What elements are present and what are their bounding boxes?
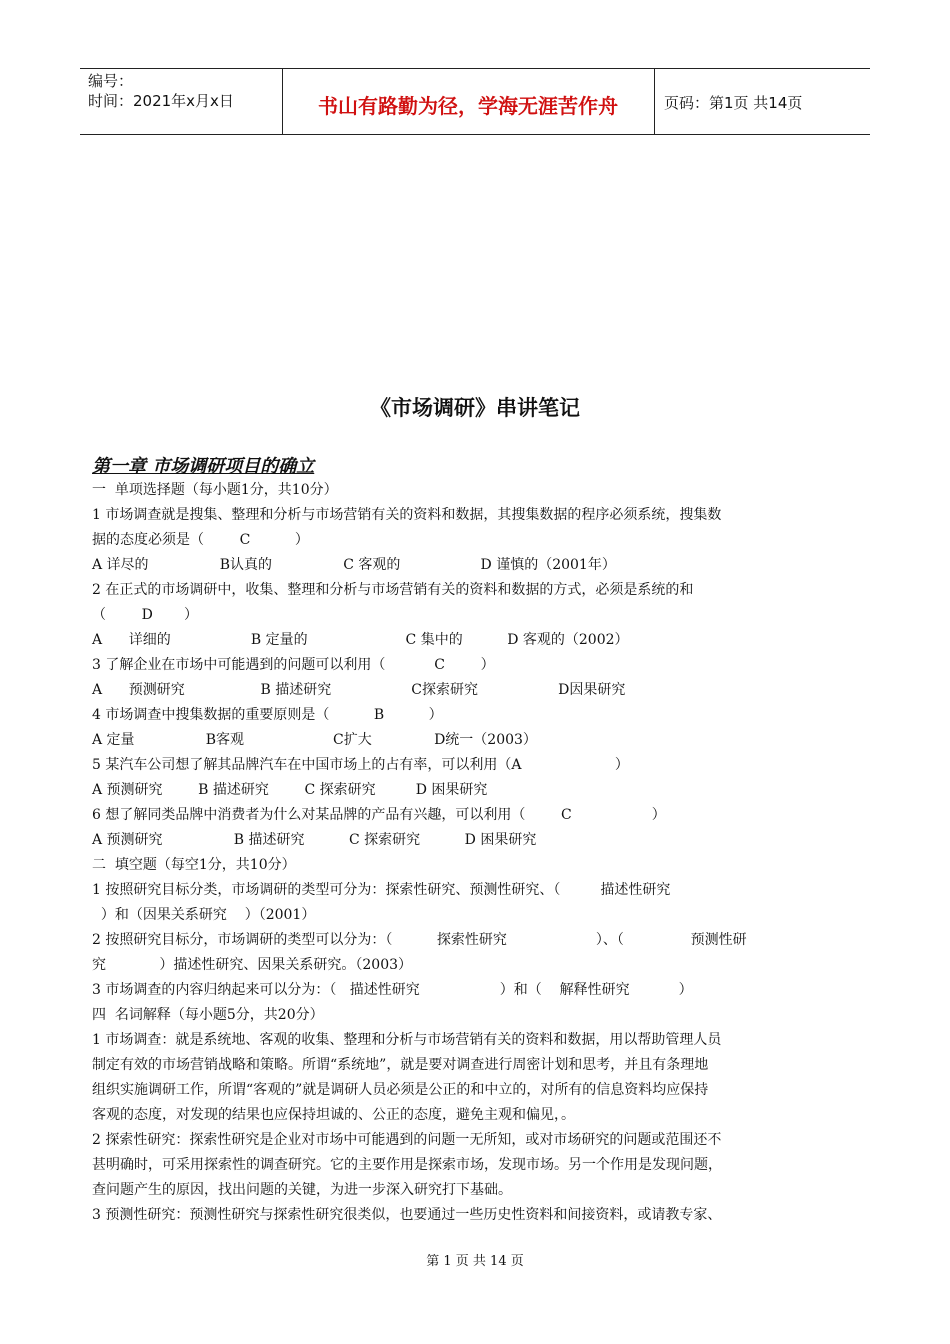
header-time-label: 时间：2021年x月x日 <box>88 92 234 110</box>
text-line: 四 名词解释（每小题5分，共20分） <box>92 1007 324 1023</box>
text-line: 查问题产生的原因，找出问题的关键，为进一步深入研究打下基础。 <box>92 1182 512 1198</box>
text-line: 3 市场调查的内容归纳起来可以分为：（ 描述性研究 ）和（ 解释性研究 ） <box>92 982 693 998</box>
text-line: 2 按照研究目标分，市场调研的类型可以分为：（ 探索性研究 ）、（ 预测性研 <box>92 932 747 948</box>
text-line: 二 填空题（每空1分，共10分） <box>92 857 296 873</box>
text-line: （ D ） <box>92 607 198 623</box>
text-line: A 详尽的 B认真的 C 客观的 D 谨慎的（2001年） <box>92 557 616 573</box>
text-line: 5 某汽车公司想了解其品牌汽车在中国市场上的占有率，可以利用（A ） <box>92 757 629 773</box>
text-line: 制定有效的市场营销战略和策略。所谓“系统地”，就是要对调查进行周密计划和思考，并且有条理地 <box>92 1057 709 1073</box>
header-bottom-rule <box>80 134 870 135</box>
header-page-label: 页码：第1页 共14页 <box>664 94 803 112</box>
page-footer: 第 1 页 共 14 页 <box>426 1254 524 1269</box>
text-line: ）和（因果关系研究 ）（2001） <box>92 907 316 923</box>
text-line: 客观的态度，对发现的结果也应保持坦诚的、公正的态度，避免主观和偏见，。 <box>92 1107 575 1123</box>
text-line: 1 按照研究目标分类，市场调研的类型可分为：探索性研究、预测性研究、（ 描述性研究 <box>92 882 671 898</box>
header-top-rule <box>80 68 870 69</box>
text-line: 2 在正式的市场调研中，收集、整理和分析与市场营销有关的资料和数据的方式，必须是系统的和 <box>92 582 694 598</box>
text-line: 组织实施调研工作，所谓“客观的”就是调研人员必须是公正的和中立的，对所有的信息资料均应保持 <box>92 1082 709 1098</box>
header-number-label: 编号： <box>88 72 134 90</box>
text-line: 究 ）描述性研究、因果关系研究。（2003） <box>92 957 413 973</box>
chapter-heading: 第一章 市场调研项目的确立 <box>92 456 315 477</box>
text-line: 甚明确时，可采用探索性的调查研究。它的主要作用是探索市场，发现市场。另一个作用是发现问题， <box>92 1157 722 1173</box>
text-line: A 预测研究 B 描述研究 C 探索研究 D 困果研究 <box>92 782 488 798</box>
text-line: 2 探索性研究：探索性研究是企业对市场中可能遇到的问题一无所知，或对市场研究的问题或范围还不 <box>92 1132 722 1148</box>
text-line: 据的态度必须是（ C ） <box>92 532 309 548</box>
text-line: 3 了解企业在市场中可能遇到的问题可以利用（ C ） <box>92 657 495 673</box>
text-line: 1 市场调查：就是系统地、客观的收集、整理和分析与市场营销有关的资料和数据，用以帮助管理人员 <box>92 1032 722 1048</box>
header-divider-right <box>654 68 655 135</box>
header-motto: 书山有路勤为径，学海无涯苦作舟 <box>318 94 618 118</box>
document-title: 《市场调研》串讲笔记 <box>370 396 580 420</box>
text-line: 一 单项选择题（每小题1分，共10分） <box>92 482 338 498</box>
body-text <box>92 478 852 1228</box>
text-line: A 详细的 B 定量的 C 集中的 D 客观的（2002） <box>92 632 629 648</box>
text-line: 3 预测性研究：预测性研究与探索性研究很类似，也要通过一些历史性资料和间接资料，或请教专家、 <box>92 1207 722 1223</box>
text-line: A 预测研究 B 描述研究 C探索研究 D因果研究 <box>92 682 626 698</box>
text-line: 4 市场调查中搜集数据的重要原则是（ B ） <box>92 707 443 723</box>
text-line: 1 市场调查就是搜集、整理和分析与市场营销有关的资料和数据，其搜集数据的程序必须系统，搜集数 <box>92 507 722 523</box>
text-line: 6 想了解同类品牌中消费者为什么对某品牌的产品有兴趣，可以利用（ C ） <box>92 807 666 823</box>
text-line: A 预测研究 B 描述研究 C 探索研究 D 困果研究 <box>92 832 537 848</box>
text-line: A 定量 B客观 C扩大 D统一（2003） <box>92 732 537 748</box>
